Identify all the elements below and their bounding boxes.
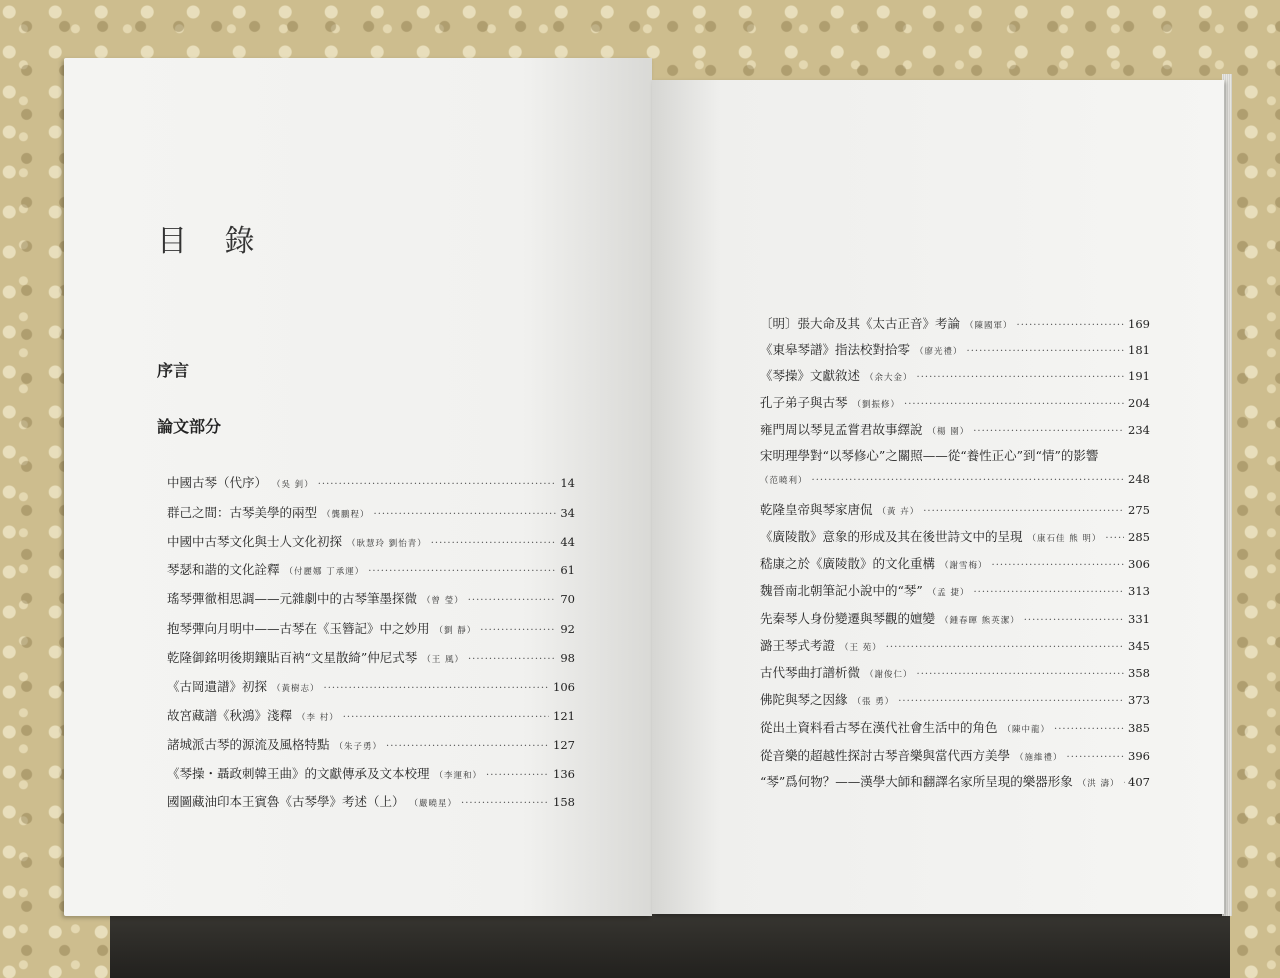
entry-title: 中國古琴（代序）: [167, 475, 268, 490]
entry-page: 396: [1128, 749, 1150, 763]
toc-title: 目 錄: [157, 224, 269, 259]
toc-entry: [167, 764, 575, 784]
entry-author: （陳國軍）: [965, 321, 1013, 331]
toc-entry: [760, 366, 1150, 386]
toc-entry: [760, 690, 1150, 710]
entry-author: （張 勇）: [852, 697, 895, 707]
section-papers: 論文部分: [157, 417, 222, 436]
toc-entry: [760, 446, 1150, 466]
toc-entry: [760, 527, 1150, 547]
toc-entry: [760, 340, 1150, 360]
entry-title: 《古岡遺譜》初探: [167, 679, 268, 694]
toc-entry: [760, 581, 1150, 601]
entry-title: 群己之間：古琴美學的兩型: [167, 505, 318, 520]
entry-title: 〔明〕張大命及其《太古正音》考論: [760, 316, 961, 331]
entry-author: （付麗娜 丁承運）: [284, 567, 365, 577]
leader-dots: [1105, 533, 1124, 544]
entry-title: “琴”爲何物？——漢學大師和翻譯名家所呈現的樂器形象: [760, 774, 1073, 789]
entry-title: 雍門周以琴見孟嘗君故事繹說: [760, 422, 923, 437]
toc-entry: [760, 746, 1150, 766]
entry-page: 106: [553, 680, 575, 694]
entry-author: （嚴曉星）: [409, 799, 458, 809]
leader-dots: [468, 595, 557, 606]
entry-page: 358: [1128, 666, 1150, 680]
leader-dots: [324, 683, 550, 694]
leader-dots: [992, 560, 1125, 571]
entry-title: 嵇康之於《廣陵散》的文化重構: [760, 556, 936, 571]
entry-page: 275: [1128, 503, 1150, 517]
leader-dots: [374, 509, 557, 520]
leader-dots: [1124, 778, 1125, 789]
entry-author: （曾 瑩）: [422, 596, 464, 606]
entry-page: 373: [1128, 693, 1150, 707]
entry-page: 44: [560, 535, 575, 549]
entry-title: 古代琴曲打譜析微: [760, 665, 861, 680]
leader-dots: [1067, 752, 1125, 763]
entry-author: （康石佳 熊 明）: [1027, 534, 1102, 544]
toc-entry: [760, 554, 1150, 574]
entry-author: （廖光禮）: [915, 347, 963, 357]
entry-page: 204: [1128, 396, 1150, 410]
toc-entry: [167, 473, 575, 493]
leader-dots: [1054, 724, 1124, 735]
leader-dots: [917, 669, 1125, 680]
entry-page: 248: [1128, 472, 1150, 486]
entry-title: 孔子弟子與古琴: [760, 395, 848, 410]
entry-author: （余大金）: [865, 373, 913, 383]
entry-title: 從音樂的超越性探討古琴音樂與當代西方美學: [760, 748, 1011, 763]
leader-dots: [318, 479, 557, 490]
entry-page: 285: [1128, 530, 1150, 544]
entry-page: 158: [553, 795, 575, 809]
entry-title: 乾隆皇帝與琴家唐侃: [760, 502, 873, 517]
entry-author: （耿慧玲 劉怡青）: [347, 539, 427, 549]
toc-entry: [760, 663, 1150, 683]
leader-dots: [886, 642, 1124, 653]
toc-entry: [760, 314, 1150, 334]
entry-title: 抱琴彈向月明中——古琴在《玉簪記》中之妙用: [167, 621, 430, 636]
entry-title: 先秦琴人身份變遷與琴觀的嬗變: [760, 611, 936, 626]
entry-page: 313: [1128, 584, 1150, 598]
entry-page: 191: [1128, 369, 1150, 383]
leader-dots: [812, 475, 1125, 486]
leader-dots: [480, 625, 556, 636]
entry-author: （李 村）: [297, 713, 339, 723]
entry-page: 127: [553, 738, 575, 752]
leader-dots: [468, 654, 556, 665]
entry-title: 諸城派古琴的源流及風格特點: [167, 737, 330, 752]
leader-dots: [917, 372, 1125, 383]
entry-page: 121: [553, 709, 575, 723]
toc-entry: [167, 560, 575, 580]
leader-dots: [898, 696, 1124, 707]
toc-entry: [167, 648, 575, 668]
entry-page: 169: [1128, 317, 1150, 331]
entry-page: 34: [560, 506, 575, 520]
toc-entry: [167, 677, 575, 697]
entry-page: 407: [1128, 775, 1150, 789]
toc-entry-continued: [760, 472, 1150, 492]
entry-author: （施維禮）: [1015, 753, 1063, 763]
entry-author: （黃 卉）: [877, 507, 920, 517]
right-page: [652, 80, 1224, 914]
entry-author: （王 苑）: [840, 643, 882, 653]
toc-entry: [760, 636, 1150, 656]
entry-page: 181: [1128, 343, 1150, 357]
entry-author: （謝俊仁）: [865, 670, 913, 680]
entry-page: 136: [553, 767, 575, 781]
entry-author: （王 風）: [422, 655, 464, 665]
entry-title: 乾隆御銘明後期鑲貼百衲“文星散綺”仲尼式琴: [167, 650, 418, 665]
entry-author: （劉 靜）: [434, 626, 477, 636]
toc-entry: [167, 589, 575, 609]
leader-dots: [1024, 615, 1124, 626]
leader-dots: [461, 798, 549, 809]
toc-entry: [760, 609, 1150, 629]
entry-title: 故宮藏譜《秋鴻》淺釋: [167, 708, 293, 723]
entry-page: 331: [1128, 612, 1150, 626]
entry-title: 佛陀與琴之因緣: [760, 692, 848, 707]
leader-dots: [967, 346, 1125, 357]
entry-page: 385: [1128, 721, 1150, 735]
leader-dots: [923, 506, 1124, 517]
toc-entry: [167, 706, 575, 726]
entry-author: （范曉利）: [760, 476, 808, 486]
entry-title: 琴瑟和諧的文化詮釋: [167, 562, 280, 577]
entry-page: 61: [560, 563, 575, 577]
entry-author: （朱子勇）: [334, 742, 383, 752]
section-preface: 序言: [157, 361, 190, 380]
entry-author: （謝雪梅）: [940, 561, 988, 571]
entry-title: 《東皋琴譜》指法校對拾零: [760, 342, 911, 357]
leader-dots: [904, 399, 1124, 410]
entry-page: 70: [560, 592, 575, 606]
toc-entry: [760, 718, 1150, 738]
entry-page: 14: [560, 476, 575, 490]
entry-page: 306: [1128, 557, 1150, 571]
leader-dots: [431, 538, 557, 549]
left-page: [64, 58, 652, 916]
leader-dots: [974, 587, 1125, 598]
entry-author: （孟 捷）: [927, 588, 970, 598]
leader-dots: [486, 770, 549, 781]
entry-author: （黃樹志）: [272, 684, 320, 694]
entry-title: 《琴操》文獻敘述: [760, 368, 861, 383]
toc-entry: [167, 503, 575, 523]
toc-entry: [760, 500, 1150, 520]
entry-page: 234: [1128, 423, 1150, 437]
entry-author: （洪 濤）: [1077, 779, 1120, 789]
entry-author: （劉振修）: [852, 400, 901, 410]
entry-author: （李運和）: [434, 771, 483, 781]
leader-dots: [1017, 320, 1125, 331]
entry-author: （楊 園）: [927, 427, 970, 437]
entry-title: 潞王琴式考證: [760, 638, 836, 653]
entry-title: 瑤琴彈徹相思調——元雜劇中的古琴筆墨探微: [167, 591, 418, 606]
toc-entry: [760, 772, 1150, 792]
entry-title: 《廣陵散》意象的形成及其在後世詩文中的呈現: [760, 529, 1023, 544]
leader-dots: [368, 566, 556, 577]
entry-page: 345: [1128, 639, 1150, 653]
entry-title: 中國中古琴文化與士人文化初探: [167, 534, 343, 549]
entry-author: （吳 釗）: [272, 480, 314, 490]
entry-author: （龔鵬程）: [322, 510, 370, 520]
entry-title: 《琴操・聶政刺韓王曲》的文獻傳承及文本校理: [167, 766, 430, 781]
leader-dots: [973, 426, 1124, 437]
toc-entry: [760, 420, 1150, 440]
toc-entry: [760, 393, 1150, 413]
entry-title: 國圖藏油印本王賓魯《古琴學》考述（上）: [167, 794, 405, 809]
toc-entry: [167, 735, 575, 755]
toc-entry: [167, 792, 575, 812]
entry-author: （鍾春暉 熊英潔）: [940, 616, 1020, 626]
leader-dots: [343, 712, 549, 723]
entry-title: 宋明理學對“以琴修心”之關照——從“養性正心”到“情”的影響: [760, 448, 1099, 463]
toc-entry: [167, 532, 575, 552]
entry-page: 92: [560, 622, 575, 636]
toc-entry: [167, 619, 575, 639]
leader-dots: [386, 741, 549, 752]
entry-title: 魏晉南北朝筆記小說中的“琴”: [760, 583, 923, 598]
entry-page: 98: [560, 651, 575, 665]
entry-author: （陳中龍）: [1002, 725, 1051, 735]
entry-title: 從出土資料看古琴在漢代社會生活中的角色: [760, 720, 998, 735]
